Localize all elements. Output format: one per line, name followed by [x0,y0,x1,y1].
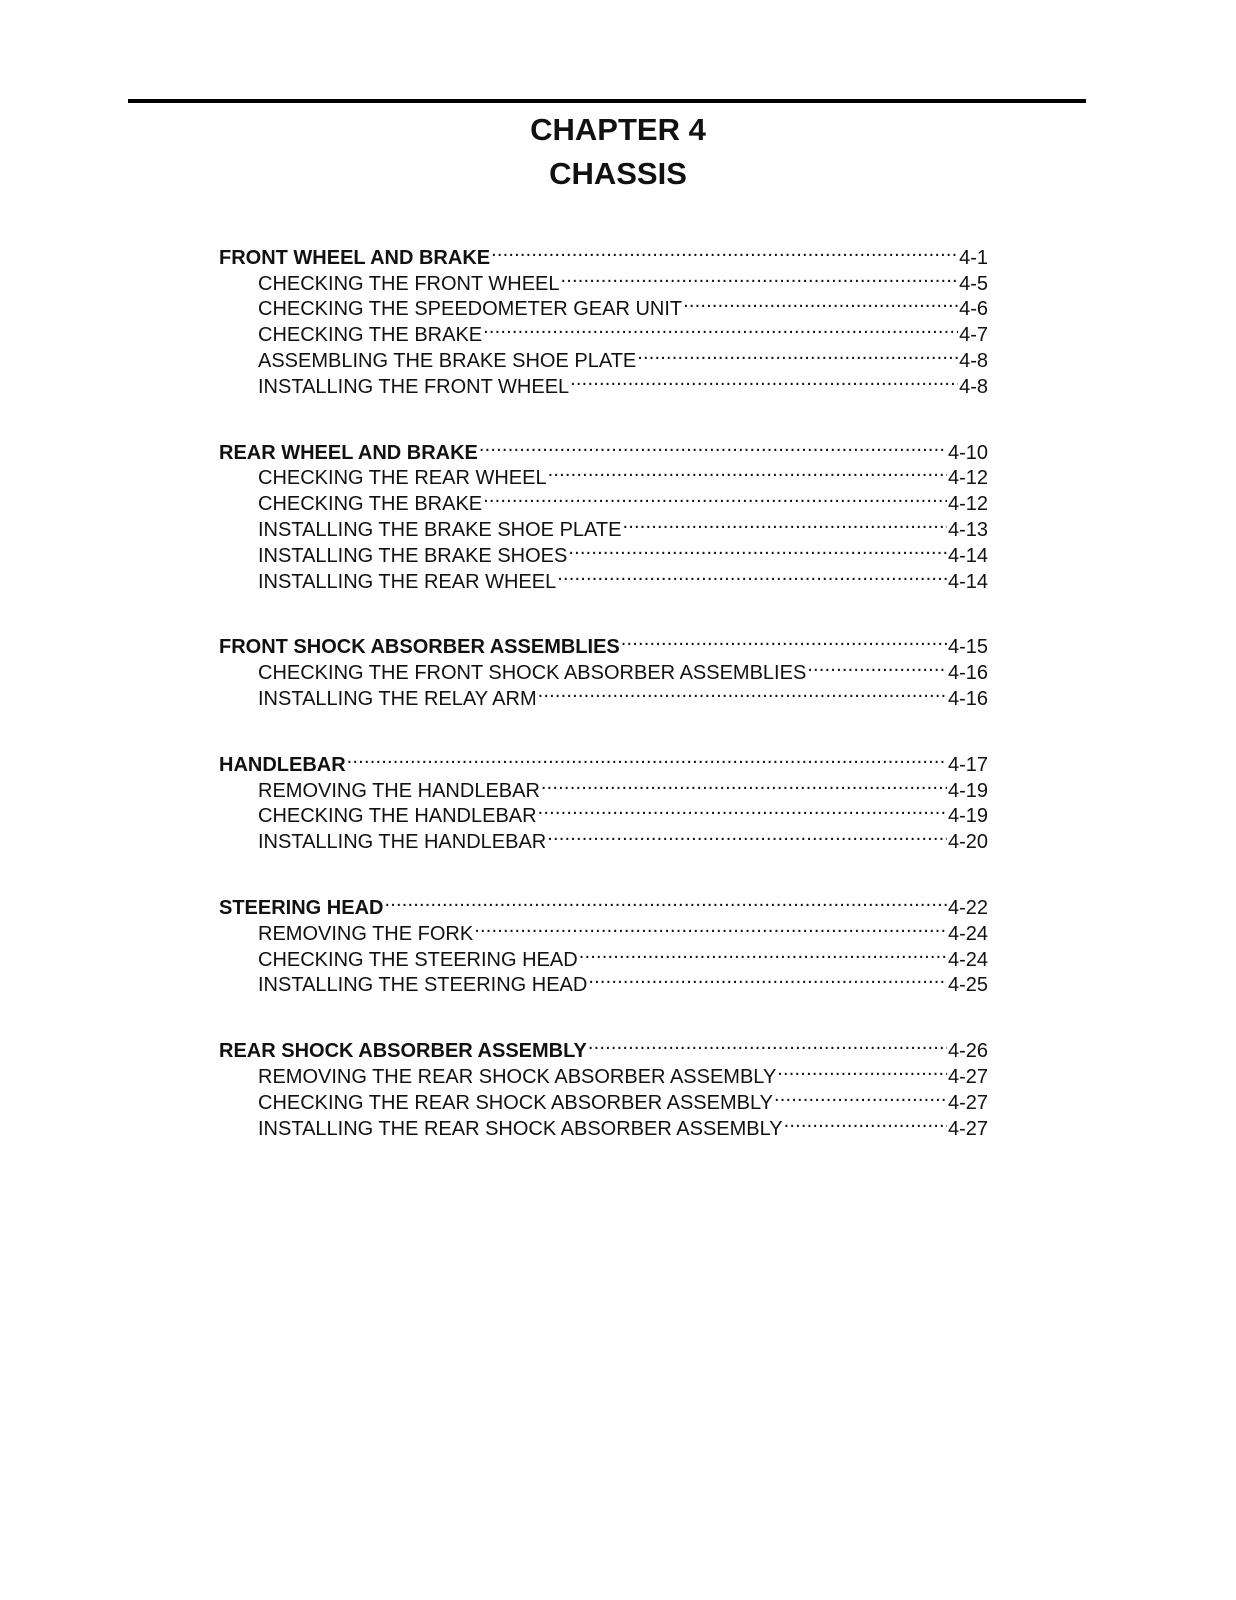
toc-entry-page-number: 4-13 [947,518,988,541]
toc-entry-page-number: 4-20 [947,831,988,854]
toc-entry-page-number: 4-6 [959,298,988,321]
toc-entry-title: CHECKING THE REAR WHEEL [258,467,547,490]
toc-entry-page-number: 4-27 [947,1117,988,1140]
dot-leader [541,771,947,797]
dot-leader [491,238,958,264]
toc-entry-page-number: 4-16 [947,662,988,685]
toc-entry-title: REMOVING THE REAR SHOCK ABSORBER ASSEMBLY [258,1065,777,1088]
toc-entry-page-number: 4-27 [947,1065,988,1088]
dot-leader [474,914,947,940]
toc-entry-title: CHECKING THE FRONT SHOCK ABSORBER ASSEMBLIES [258,662,807,685]
toc-entry-page-number: 4-14 [947,570,988,593]
dot-leader [777,1057,947,1083]
toc-entry-page-number: 4-7 [959,324,988,347]
toc-entry-page-number: 4-14 [947,544,988,567]
toc-entry-page-number: 4-22 [947,896,988,919]
dot-leader [579,940,947,966]
dot-leader [548,459,947,485]
toc-entry-page-number: 4-16 [947,687,988,710]
toc-entry-page-number: 4-24 [947,948,988,971]
toc-section-entry[interactable] [219,888,988,919]
dot-leader [538,797,947,823]
dot-leader [561,264,959,290]
toc-section-entry[interactable] [219,1031,988,1063]
dot-leader [774,1083,947,1109]
dot-leader [588,1031,947,1057]
dot-leader [538,679,947,705]
toc-entry-title: REAR SHOCK ABSORBER ASSEMBLY [219,1040,587,1063]
toc-entry-title: CHECKING THE STEERING HEAD [258,948,578,971]
toc-entry-title: FRONT SHOCK ABSORBER ASSEMBLIES [219,636,620,659]
toc-section [219,433,988,593]
toc-entry-page-number: 4-12 [947,493,988,516]
toc-entry-title: INSTALLING THE RELAY ARM [258,687,537,710]
toc-entry-page-number: 4-1 [959,246,988,269]
toc-entry-title: INSTALLING THE BRAKE SHOES [258,544,568,567]
chapter-heading [0,108,1236,196]
toc-entry-title: CHECKING THE HANDLEBAR [258,805,537,828]
toc-entry-page-number: 4-25 [947,974,988,997]
dot-leader [483,484,947,510]
toc-entry-title: INSTALLING THE STEERING HEAD [258,974,588,997]
table-of-contents [219,238,988,1175]
toc-section-entry[interactable] [219,745,988,776]
toc-entry-title: INSTALLING THE FRONT WHEEL [258,375,570,398]
dot-leader [570,367,958,393]
toc-section [219,1031,988,1140]
dot-leader [621,628,947,654]
toc-entry-title: INSTALLING THE HANDLEBAR [258,831,547,854]
dot-leader [568,536,947,562]
dot-leader [588,966,947,992]
dot-leader [384,888,947,914]
toc-entry-page-number: 4-27 [947,1091,988,1114]
toc-entry-page-number: 4-19 [947,779,988,802]
toc-entry-title: REAR WHEEL AND BRAKE [219,441,478,464]
toc-entry-page-number: 4-15 [947,636,988,659]
dot-leader [557,562,947,588]
toc-entry-page-number: 4-10 [947,441,988,464]
toc-entry-page-number: 4-8 [959,375,988,398]
toc-entry-page-number: 4-12 [947,467,988,490]
toc-entry-title: CHECKING THE BRAKE [258,493,483,516]
toc-section [219,888,988,997]
toc-entry-page-number: 4-24 [947,922,988,945]
dot-leader [347,745,947,771]
toc-entry-title: CHECKING THE SPEEDOMETER GEAR UNIT [258,298,683,321]
dot-leader [683,290,958,316]
toc-entry-title: ASSEMBLING THE BRAKE SHOE PLATE [258,349,637,372]
toc-section-entry[interactable] [219,628,988,659]
toc-entry-page-number: 4-19 [947,805,988,828]
toc-entry-title: STEERING HEAD [219,896,384,919]
toc-entry-title: CHECKING THE REAR SHOCK ABSORBER ASSEMBLY [258,1091,773,1114]
toc-entry-title: INSTALLING THE REAR SHOCK ABSORBER ASSEMBLY [258,1117,783,1140]
toc-entry-page-number: 4-17 [947,753,988,776]
toc-entry-title: INSTALLING THE REAR WHEEL [258,570,557,593]
toc-section-entry[interactable] [219,433,988,464]
top-rule [128,99,1086,103]
dot-leader [483,315,958,341]
toc-entry-title: CHECKING THE BRAKE [258,324,483,347]
dot-leader [547,822,947,848]
dot-leader [637,341,958,367]
toc-entry-page-number: 4-26 [947,1040,988,1063]
dot-leader [807,653,947,679]
toc-section [219,628,988,710]
chapter-title: CHAPTER 4 [530,112,706,147]
dot-leader [479,433,947,459]
toc-entry-title: REMOVING THE HANDLEBAR [258,779,540,802]
chapter-subtitle: CHASSIS [549,156,687,191]
toc-entry-page-number: 4-5 [959,272,988,295]
toc-section [219,238,988,398]
toc-section [219,745,988,854]
dot-leader [784,1109,947,1135]
toc-entry-title: REMOVING THE FORK [258,922,474,945]
toc-entry-page-number: 4-8 [959,349,988,372]
dot-leader [622,510,947,536]
toc-section-entry[interactable] [219,238,988,269]
toc-entry-title: CHECKING THE FRONT WHEEL [258,272,560,295]
toc-entry-title: HANDLEBAR [219,753,346,776]
toc-entry-title: INSTALLING THE BRAKE SHOE PLATE [258,518,622,541]
toc-entry-title: FRONT WHEEL AND BRAKE [219,246,491,269]
